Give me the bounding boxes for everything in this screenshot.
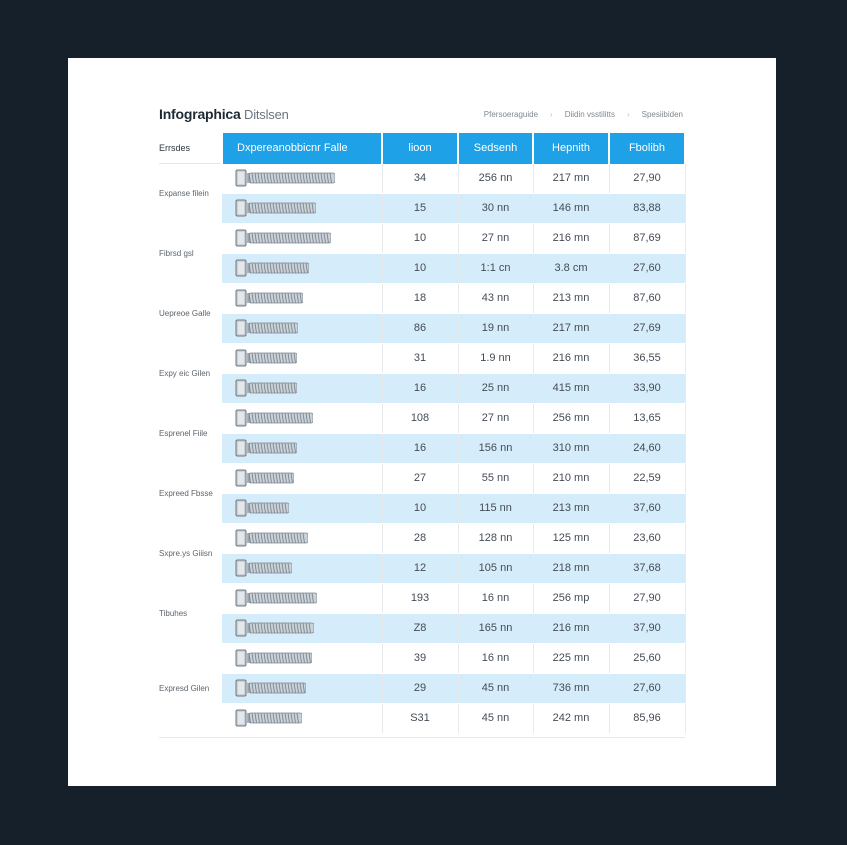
column-header[interactable]: Dxpereanobbicnr Falle [222,133,382,164]
bolt-image-cell [222,553,382,583]
bolt-image-cell [222,343,382,373]
table-cell: 22,59 [609,463,685,493]
table-cell: 225 mn [533,643,609,673]
column-header[interactable]: Hepnith [533,133,609,164]
breadcrumb-item[interactable]: Diidin vsstilitts [564,109,615,119]
column-header[interactable]: lioon [382,133,458,164]
table-row[interactable] [159,164,685,194]
table-cell: 87,69 [609,223,685,253]
bolt-icon [235,349,297,367]
bolt-icon [235,559,292,577]
table-cell: 18 [382,283,458,313]
breadcrumb-item[interactable]: Spesiibiden [641,109,683,119]
table-cell: 37,60 [609,493,685,523]
bolt-icon [235,589,317,607]
table-cell: 213 mn [533,283,609,313]
bolt-image-cell [222,193,382,223]
table-cell: 85,96 [609,703,685,733]
table-cell: 736 mn [533,673,609,703]
table-cell: 216 mn [533,343,609,373]
table-cell: 27 [382,463,458,493]
group-label: Expanse filein [159,164,222,224]
table-row[interactable] [159,193,685,223]
group-label: Esprenel Fiile [159,403,222,463]
bolt-icon [235,649,312,667]
bolt-icon [235,229,331,247]
group-label: Expreed Fbsse [159,463,222,523]
table-cell: 146 mn [533,193,609,223]
group-label: Expy eic Gilen [159,343,222,403]
bolt-icon [235,259,309,277]
table-row[interactable] [159,583,685,613]
table-row[interactable] [159,463,685,493]
bolt-icon [235,289,303,307]
bolt-image-cell [222,583,382,613]
table-row[interactable] [159,283,685,313]
table-cell: 115 nn [458,493,533,523]
bolt-icon [235,709,302,727]
table-cell: 16 nn [458,643,533,673]
table-cell: 10 [382,493,458,523]
table-cell: 1.9 nn [458,343,533,373]
table-body [159,164,685,734]
table-cell: 13,65 [609,403,685,433]
bolt-icon [235,379,297,397]
table-cell: 128 nn [458,523,533,553]
bolt-icon [235,169,335,187]
table-cell: Z8 [382,613,458,643]
table-row[interactable] [159,673,685,703]
bolt-icon [235,409,313,427]
table-cell: 25 nn [458,373,533,403]
breadcrumb-separator: › [626,109,630,119]
bolt-image-cell [222,493,382,523]
bolt-image-cell [222,253,382,283]
bolt-image-cell [222,523,382,553]
table-cell: 19 nn [458,313,533,343]
table-bottom-rule [159,737,685,738]
table-cell: 256 nn [458,164,533,194]
table-cell: 256 mn [533,403,609,433]
table-cell: 36,55 [609,343,685,373]
breadcrumb [484,110,683,119]
table-cell: 217 mn [533,164,609,194]
table-cell: 27,90 [609,164,685,194]
group-label: Fibrsd gsl [159,223,222,283]
table-cell: 27,69 [609,313,685,343]
column-header[interactable]: Fbolibh [609,133,685,164]
table-cell: 39 [382,643,458,673]
table-cell: 30 nn [458,193,533,223]
bolt-image-cell [222,613,382,643]
bolt-icon [235,679,306,697]
table-cell: 55 nn [458,463,533,493]
bolt-icon [235,439,297,457]
table-cell: 156 nn [458,433,533,463]
table-cell: 210 mn [533,463,609,493]
table-cell: 27,60 [609,253,685,283]
table-cell: 27,90 [609,583,685,613]
table-row[interactable] [159,223,685,253]
group-label: Expresd Gilen [159,643,222,733]
bolt-image-cell [222,433,382,463]
table-cell: 16 nn [458,583,533,613]
bolt-image-cell [222,643,382,673]
bolt-icon [235,199,316,217]
table-cell: 27 nn [458,223,533,253]
table-cell: 16 [382,373,458,403]
bolt-image-cell [222,373,382,403]
table-cell: 87,60 [609,283,685,313]
table-row[interactable] [159,343,685,373]
bolt-icon [235,529,308,547]
bolt-image-cell [222,164,382,194]
title-bold: Infographica [159,106,241,122]
table-cell: 34 [382,164,458,194]
table-cell: 28 [382,523,458,553]
table-cell: 213 mn [533,493,609,523]
table-row[interactable] [159,523,685,553]
title-subtitle: Ditslsen [240,107,289,122]
table-cell: 415 mn [533,373,609,403]
breadcrumb-separator: › [550,109,553,119]
bolt-image-cell [222,403,382,433]
group-label: Uepreoe Galle [159,283,222,343]
table-cell: 125 mn [533,523,609,553]
table-cell: 25,60 [609,643,685,673]
table-cell: 242 mn [533,703,609,733]
bolt-icon [235,499,289,517]
column-header[interactable]: Sedsenh [458,133,533,164]
bolt-image-cell [222,463,382,493]
table-cell: 27,60 [609,673,685,703]
group-column-header: Errsdes [159,133,222,164]
table-row[interactable] [159,493,685,523]
page-title [159,106,289,122]
table-cell: 1:1 cn [458,253,533,283]
bolt-icon [235,319,298,337]
table-row[interactable] [159,313,685,343]
bolt-image-cell [222,703,382,733]
table-cell: 37,68 [609,553,685,583]
bolt-image-cell [222,223,382,253]
table-cell: 10 [382,253,458,283]
table-cell: 45 nn [458,673,533,703]
table-cell: 24,60 [609,433,685,463]
table-cell: 37,90 [609,613,685,643]
group-label: Sxpre.ys Giiisn [159,523,222,583]
table-cell: 27 nn [458,403,533,433]
table-row[interactable] [159,403,685,433]
table-cell: 218 mn [533,553,609,583]
table-cell: 256 mp [533,583,609,613]
table-row[interactable] [159,253,685,283]
table-cell: S31 [382,703,458,733]
title-row [159,103,683,125]
breadcrumb-item[interactable]: Pfersoeraguide [483,109,539,119]
table-cell: 310 mn [533,433,609,463]
infographic-sheet [68,58,776,786]
table-row[interactable] [159,433,685,463]
table-cell: 16 [382,433,458,463]
table-cell: 86 [382,313,458,343]
table-cell: 108 [382,403,458,433]
table-cell: 83,88 [609,193,685,223]
table-row[interactable] [159,643,685,673]
bolt-icon [235,619,314,637]
table-cell: 15 [382,193,458,223]
table-cell: 165 nn [458,613,533,643]
table-row[interactable] [159,553,685,583]
table-cell: 217 mn [533,313,609,343]
table-cell: 216 mn [533,613,609,643]
table-cell: 33,90 [609,373,685,403]
table-row[interactable] [159,703,685,733]
table-cell: 23,60 [609,523,685,553]
bolt-image-cell [222,313,382,343]
table-cell: 105 nn [458,553,533,583]
table-cell: 10 [382,223,458,253]
table-row[interactable] [159,373,685,403]
table-cell: 29 [382,673,458,703]
bolt-image-cell [222,673,382,703]
table-cell: 31 [382,343,458,373]
bolt-spec-table [159,133,686,734]
table-cell: 12 [382,553,458,583]
table-cell: 193 [382,583,458,613]
table-header-row [159,133,685,164]
table-cell: 45 nn [458,703,533,733]
table-cell: 216 mn [533,223,609,253]
group-label: Tibuhes [159,583,222,643]
table-row[interactable] [159,613,685,643]
bolt-image-cell [222,283,382,313]
table-cell: 3.8 cm [533,253,609,283]
table-cell: 43 nn [458,283,533,313]
bolt-icon [235,469,294,487]
